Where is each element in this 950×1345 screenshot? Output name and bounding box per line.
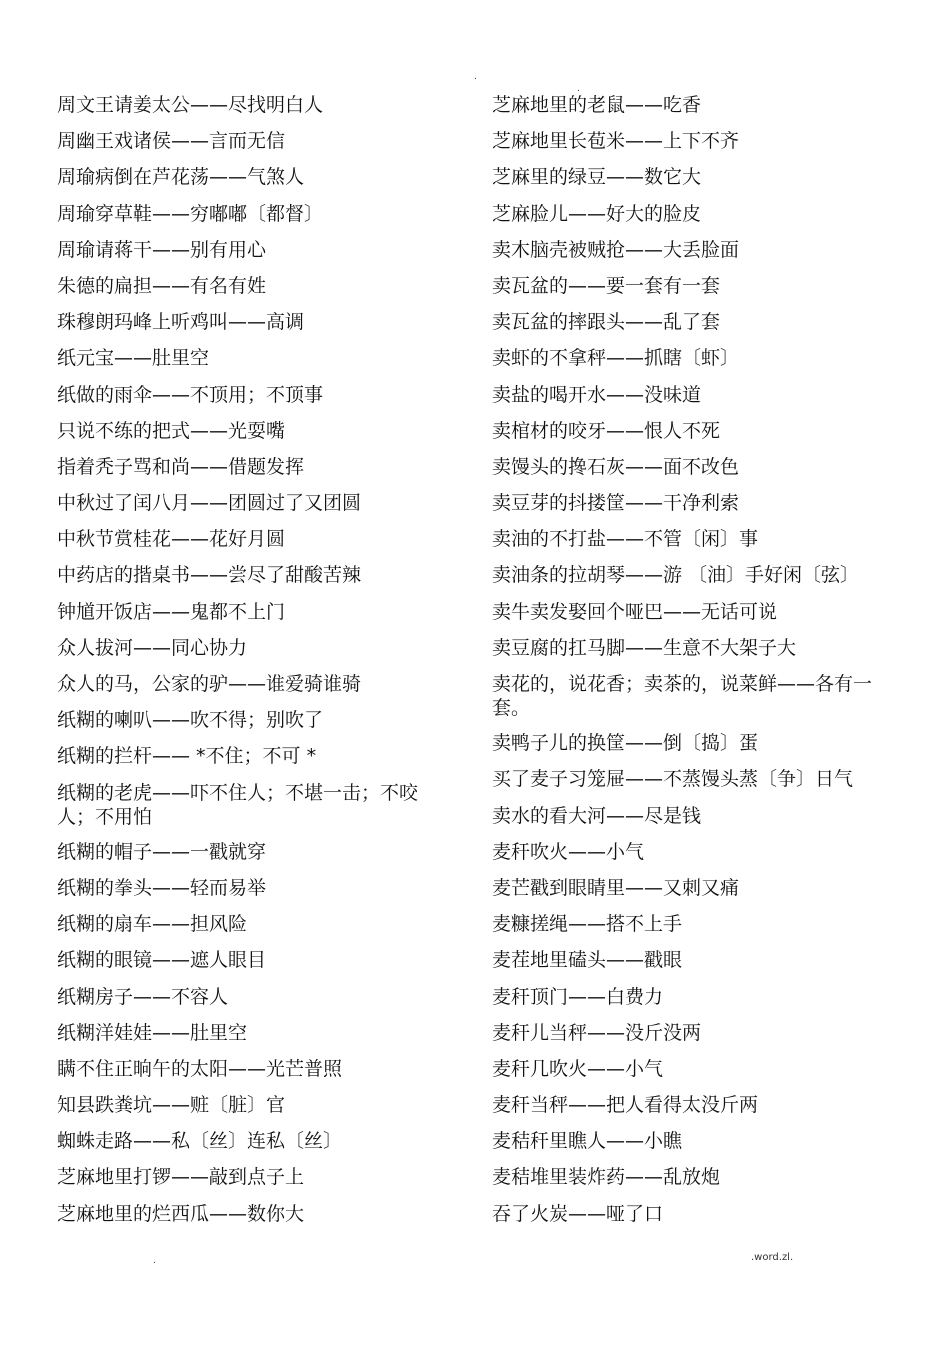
list-item: 周幽王戏诸侯——言而无信 — [57, 130, 286, 153]
list-item: 指着秃子骂和尚——借题发挥 — [57, 455, 305, 478]
list-item: 卖豆腐的扛马脚——生意不大架子大 — [492, 636, 797, 659]
list-item: 麦秆顶门——白费力 — [492, 985, 664, 1008]
list-item: 卖豆芽的抖搂筐——干净利索 — [492, 492, 740, 515]
list-item: 纸糊的喇叭——吹不得；别吹了 — [57, 709, 324, 732]
list-item: 纸糊的眼镜——遮人眼目 — [57, 949, 267, 972]
list-item: 周文王请姜太公——尽找明白人 — [57, 94, 324, 116]
list-item: 珠穆朗玛峰上听鸡叫——高调 — [57, 311, 305, 334]
header-dot-mark: . — [577, 84, 580, 94]
list-item: 麦芒戳到眼睛里——又刺又痛 — [492, 876, 740, 899]
list-item: 只说不练的把式——光耍嘴 — [57, 419, 286, 442]
list-item: 钟馗开饭店——鬼都不上门 — [57, 600, 286, 623]
list-item: 周瑜穿草鞋——穷嘟嘟〔都督〕 — [57, 202, 324, 225]
list-item: 卖瓦盆的——要一套有一套 — [492, 274, 721, 297]
list-item: 麦茬地里磕头——戳眼 — [492, 949, 683, 972]
list-item: 卖瓦盆的摔跟头——乱了套 — [492, 311, 721, 334]
list-item: 卖盐的喝开水——没味道 — [492, 383, 702, 406]
list-item: 卖水的看大河——尽是钱 — [492, 804, 702, 827]
list-item: 中药店的揩桌书——尝尽了甜酸苦辣 — [57, 564, 362, 587]
list-item: 瞒不住正晌午的太阳——光芒普照 — [57, 1057, 343, 1080]
list-item: 卖木脑壳被贼抢——大丢脸面 — [492, 238, 740, 261]
list-item: 纸糊的帽子——一戳就穿 — [57, 840, 267, 863]
list-item: 卖牛卖发娶回个哑巴——无话可说 — [492, 600, 778, 623]
list-item: 纸糊的扇车——担风险 — [57, 913, 248, 936]
footer-dot-mark: . — [153, 1256, 156, 1266]
list-item: 知县跌粪坑——赃〔脏〕官 — [57, 1094, 286, 1117]
list-item: 芝麻脸儿——好大的脸皮 — [492, 202, 702, 225]
list-item: 中秋过了闰八月——团圆过了又团圆 — [57, 492, 362, 515]
list-item: 纸糊的拳头——轻而易举 — [57, 876, 267, 899]
list-item: 周瑜病倒在芦花荡——气煞人 — [57, 166, 305, 189]
list-item: 众人的马，公家的驴——谁爱骑谁骑 — [57, 673, 362, 695]
list-item: 麦秸秆里瞧人——小瞧 — [492, 1130, 683, 1153]
list-item: 芝麻里的绿豆——数它大 — [492, 166, 702, 189]
list-item: 卖馒头的搀石灰——面不改色 — [492, 455, 740, 478]
list-item: 芝麻地里打锣——敲到点子上 — [57, 1166, 305, 1189]
list-item: 蜘蛛走路——私〔丝〕连私〔丝〕 — [57, 1130, 343, 1153]
footer-text: .word.zl. — [751, 1252, 794, 1263]
list-item: 麦秆几吹火——小气 — [492, 1057, 664, 1080]
list-item: 朱德的扁担——有名有姓 — [57, 274, 267, 297]
list-item: 纸糊的老虎——吓不住人；不堪一击；不咬人；不用怕 — [57, 781, 419, 828]
list-item: 卖棺材的咬牙——恨人不死 — [492, 419, 721, 442]
list-item: 纸糊洋娃娃——肚里空 — [57, 1021, 248, 1044]
list-item: 中秋节赏桂花——花好月圆 — [57, 528, 286, 551]
list-item: 众人拔河——同心协力 — [57, 636, 248, 659]
list-item: 麦秆儿当秤——没斤没两 — [492, 1021, 702, 1044]
list-item: 麦秆当秤——把人看得太没斤两 — [492, 1094, 759, 1117]
header-dot-mark: . — [474, 72, 477, 82]
right-column — [492, 93, 892, 1238]
list-item: 周瑜请蒋干——别有用心 — [57, 238, 267, 261]
list-item: 卖油条的拉胡琴——游 〔油〕手好闲〔弦〕 — [492, 564, 860, 587]
left-column — [57, 93, 457, 1238]
list-item: 麦秆吹火——小气 — [492, 840, 645, 863]
list-item: 卖油的不打盐——不管〔闲〕事 — [492, 528, 759, 551]
list-item: 卖花的，说花香；卖茶的，说菜鲜——各有一套。 — [492, 673, 873, 719]
list-item: 芝麻地里的烂西瓜——数你大 — [57, 1202, 305, 1225]
list-item: 芝麻地里的老鼠——吃香 — [492, 94, 702, 116]
list-item: 卖鸭子儿的换筐——倒〔捣〕蛋 — [492, 732, 759, 755]
list-item: 麦糠搓绳——搭不上手 — [492, 913, 683, 936]
list-item: 买了麦子习笼屉——不蒸馒头蒸〔争〕日气 — [492, 768, 854, 791]
list-item: 麦秸堆里装炸药——乱放炮 — [492, 1166, 721, 1189]
list-item: 纸元宝——肚里空 — [57, 347, 210, 370]
list-item: 芝麻地里长苞米——上下不齐 — [492, 130, 740, 153]
list-item: 纸糊房子——不容人 — [57, 985, 229, 1008]
list-item: 卖虾的不拿秤——抓瞎〔虾〕 — [492, 347, 740, 370]
list-item: 吞了火炭——哑了口 — [492, 1202, 664, 1225]
list-item: 纸糊的拦杆—— *不住；不可 * — [57, 745, 317, 768]
list-item: 纸做的雨伞——不顶用；不顶事 — [57, 383, 324, 406]
